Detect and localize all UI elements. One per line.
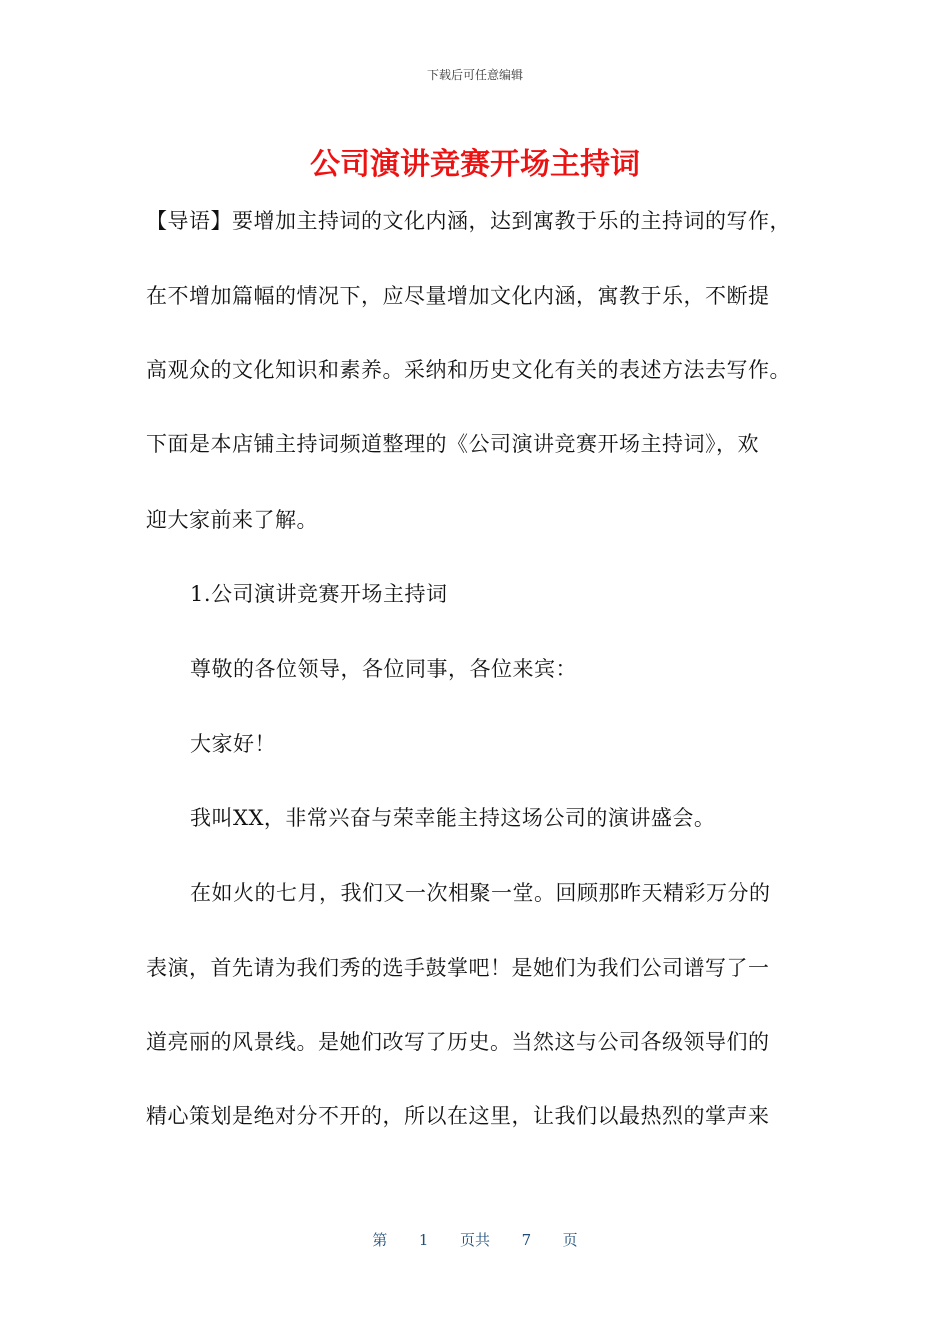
paragraph-line: 高观众的文化知识和素养。采纳和历史文化有关的表述方法去写作。 <box>146 358 791 382</box>
paragraph-line: 下面是本店铺主持词频道整理的《公司演讲竞赛开场主持词》，欢 <box>146 432 759 456</box>
paragraph-line: 表演，首先请为我们秀的选手鼓掌吧！是她们为我们公司谱写了一 <box>146 956 770 980</box>
header-note: 下载后可任意编辑 <box>426 68 523 82</box>
footer-mid: 页共 <box>459 1231 490 1249</box>
paragraph-line: 迎大家前来了解。 <box>146 508 318 532</box>
document-title: 公司演讲竞赛开场主持词 <box>310 147 640 182</box>
paragraph-line: 道亮丽的风景线。是她们改写了历史。当然这与公司各级领导们的 <box>146 1030 770 1054</box>
paragraph-line: 精心策划是绝对分不开的，所以在这里，让我们以最热烈的掌声来 <box>146 1104 770 1128</box>
footer-total-pages: 7 <box>521 1231 532 1249</box>
section-heading: 1.公司演讲竞赛开场主持词 <box>190 582 448 606</box>
paragraph-line: 大家好！ <box>190 732 276 756</box>
paragraph-line: 我叫XX，非常兴奋与荣幸能主持这场公司的演讲盛会。 <box>190 806 716 830</box>
footer-current-page: 1 <box>418 1231 429 1249</box>
paragraph-line: 【导语】要增加主持词的文化内涵，达到寓教于乐的主持词的写作， <box>146 209 791 233</box>
paragraph-line: 在不增加篇幅的情况下，应尽量增加文化内涵，寓教于乐，不断提 <box>146 284 770 308</box>
footer-prefix: 第 <box>372 1231 388 1249</box>
page-footer <box>0 1230 950 1250</box>
footer-suffix: 页 <box>562 1231 578 1249</box>
paragraph-line: 尊敬的各位领导，各位同事，各位来宾： <box>190 657 577 681</box>
paragraph-line: 在如火的七月，我们又一次相聚一堂。回顾那昨天精彩万分的 <box>190 881 771 905</box>
